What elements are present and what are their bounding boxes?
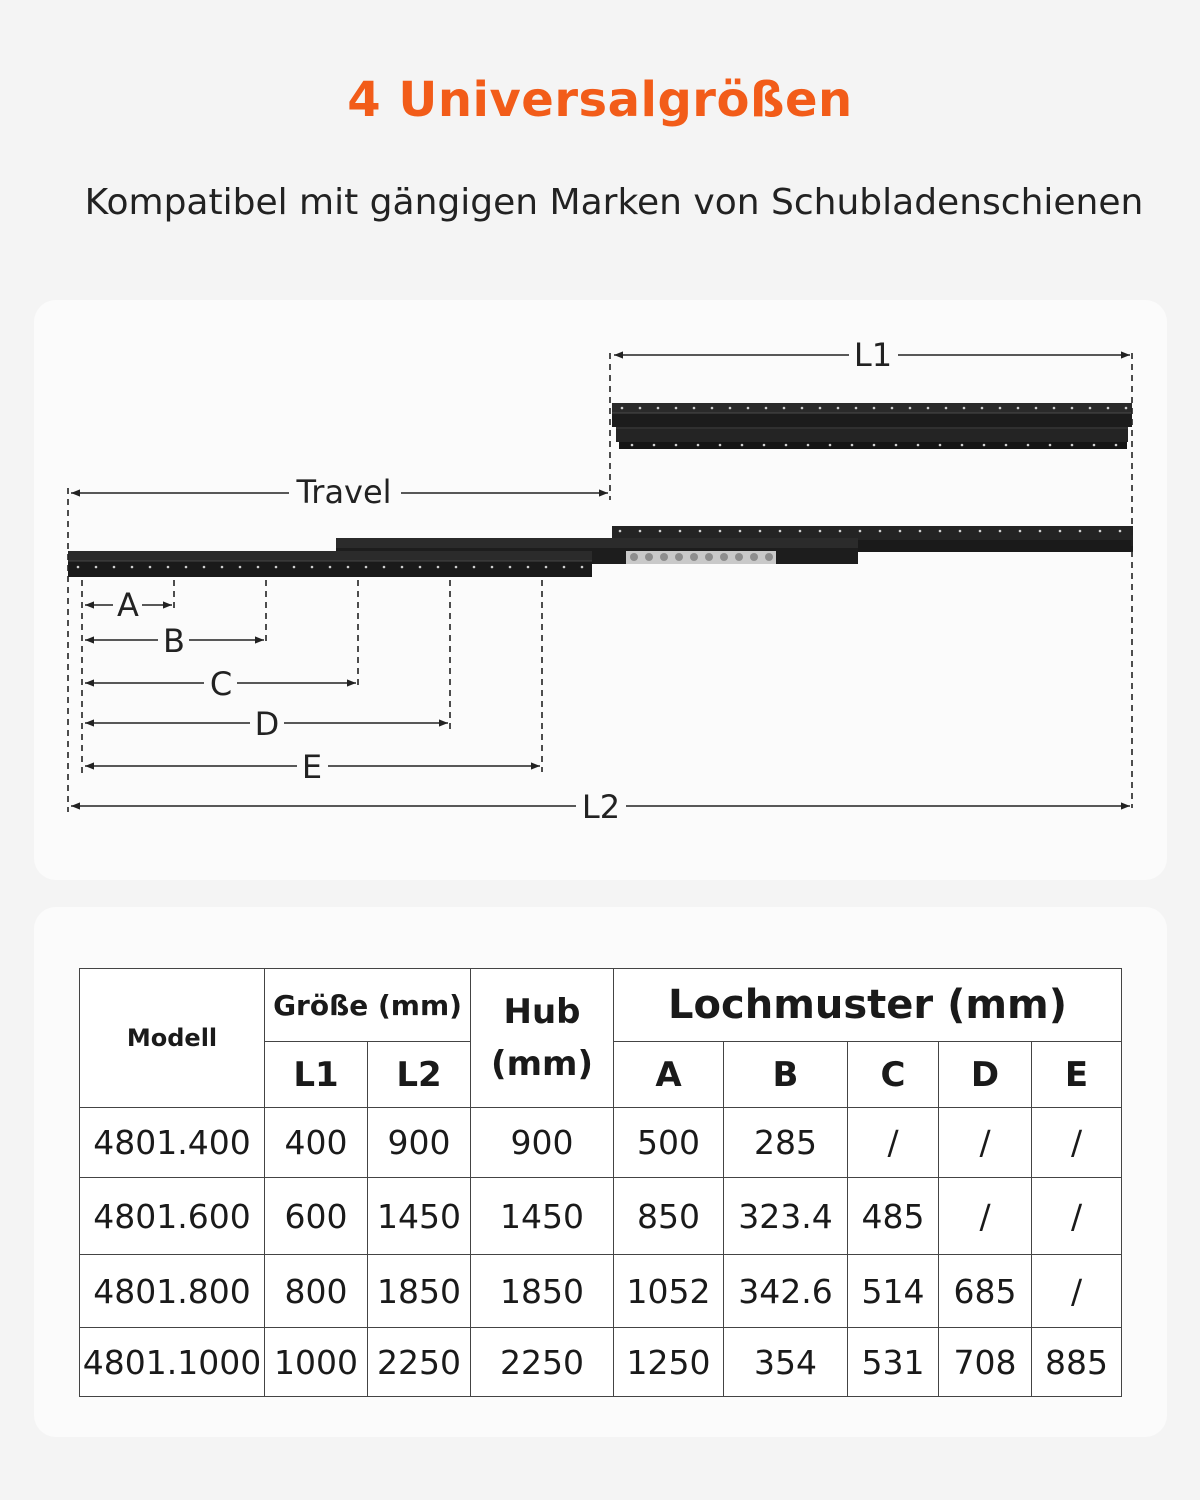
rail-hole xyxy=(149,566,152,569)
rail-hole xyxy=(1125,407,1128,410)
rail-hole xyxy=(939,530,942,533)
cell-model: 4801.800 xyxy=(80,1255,265,1328)
cell-e: 885 xyxy=(1032,1328,1122,1397)
l1-label: L1 xyxy=(853,336,893,374)
header-hole-pattern: Lochmuster (mm) xyxy=(614,969,1122,1042)
rail-hole xyxy=(1079,530,1082,533)
rail-hole xyxy=(1049,444,1052,447)
ball-bearing xyxy=(765,553,773,561)
cell-e: / xyxy=(1032,1255,1122,1328)
rail-hole xyxy=(563,566,566,569)
rail-hole xyxy=(401,566,404,569)
cell-hub: 1850 xyxy=(471,1255,614,1328)
rail-hole xyxy=(961,444,964,447)
rail-hole xyxy=(455,566,458,569)
rail-hole xyxy=(1107,407,1110,410)
rail-hole xyxy=(619,530,622,533)
header-l1: L1 xyxy=(265,1042,368,1108)
rail-hole xyxy=(959,530,962,533)
rail-hole xyxy=(801,407,804,410)
cell-hub: 900 xyxy=(471,1108,614,1178)
cell-a: 1250 xyxy=(614,1328,724,1397)
cell-a: 500 xyxy=(614,1108,724,1178)
cell-l2: 1450 xyxy=(368,1178,471,1255)
cell-a: 850 xyxy=(614,1178,724,1255)
table-row xyxy=(80,1108,1122,1178)
rail-hole xyxy=(999,530,1002,533)
rail-hole xyxy=(729,407,732,410)
rail-hole xyxy=(919,530,922,533)
header-hub-line2: (mm) xyxy=(491,1044,593,1084)
rail-hole xyxy=(829,444,832,447)
cell-b: 342.6 xyxy=(724,1255,848,1328)
cell-b: 285 xyxy=(724,1108,848,1178)
rail-hole xyxy=(999,407,1002,410)
header-e: E xyxy=(1032,1042,1122,1108)
rail-hole xyxy=(859,530,862,533)
rail-hole xyxy=(779,530,782,533)
rail-hole xyxy=(257,566,260,569)
rail-hole xyxy=(675,407,678,410)
rail-hole xyxy=(1071,444,1074,447)
cell-c: 485 xyxy=(848,1178,939,1255)
rail-hole xyxy=(785,444,788,447)
rail-hole xyxy=(473,566,476,569)
cell-l2: 900 xyxy=(368,1108,471,1178)
ball-bearing xyxy=(720,553,728,561)
rail-hole xyxy=(347,566,350,569)
rail-hole xyxy=(1089,407,1092,410)
rail-hole xyxy=(1093,444,1096,447)
cell-model: 4801.1000 xyxy=(80,1328,265,1397)
rail-hole xyxy=(631,444,634,447)
rail-hole xyxy=(311,566,314,569)
rail-hole xyxy=(581,566,584,569)
table-row xyxy=(80,1328,1122,1397)
rail-hole xyxy=(419,566,422,569)
rail-hole xyxy=(221,566,224,569)
header-model: Modell xyxy=(80,969,265,1108)
rail-hole xyxy=(239,566,242,569)
ball-bearing xyxy=(645,553,653,561)
rail-hole xyxy=(873,407,876,410)
rail-hole xyxy=(639,407,642,410)
cell-d: 685 xyxy=(939,1255,1032,1328)
rail-hole xyxy=(783,407,786,410)
cell-c: 514 xyxy=(848,1255,939,1328)
header-hub-line1: Hub xyxy=(503,992,581,1032)
ball-bearing xyxy=(735,553,743,561)
rail-hole xyxy=(895,444,898,447)
rail-hole xyxy=(491,566,494,569)
cell-hub: 2250 xyxy=(471,1328,614,1397)
ball-bearing xyxy=(750,553,758,561)
rail-hole xyxy=(365,566,368,569)
rail-hole xyxy=(509,566,512,569)
rail-hole xyxy=(917,444,920,447)
inner-rail xyxy=(612,403,1132,449)
header-row-1 xyxy=(80,969,1122,1042)
rail-hole xyxy=(1035,407,1038,410)
cell-d: 708 xyxy=(939,1328,1032,1397)
rail-hole xyxy=(545,566,548,569)
rail-hole xyxy=(909,407,912,410)
rail-hole xyxy=(891,407,894,410)
rail-hole xyxy=(1099,530,1102,533)
rail-hole xyxy=(719,444,722,447)
cell-model: 4801.400 xyxy=(80,1108,265,1178)
cell-model: 4801.600 xyxy=(80,1178,265,1255)
travel-label: Travel xyxy=(296,473,392,511)
table-row xyxy=(80,1255,1122,1328)
rail-hole xyxy=(711,407,714,410)
rail-hole xyxy=(329,566,332,569)
rail-hole xyxy=(185,566,188,569)
rail-hole xyxy=(1119,530,1122,533)
rail-hole xyxy=(275,566,278,569)
rail-hole xyxy=(879,530,882,533)
ball-bearing xyxy=(705,553,713,561)
rail-hole xyxy=(527,566,530,569)
rail-hole xyxy=(113,566,116,569)
rail-hole xyxy=(739,530,742,533)
cell-l1: 800 xyxy=(265,1255,368,1328)
rail-hole xyxy=(807,444,810,447)
rail-hole xyxy=(77,566,80,569)
cell-c: 531 xyxy=(848,1328,939,1397)
cell-b: 323.4 xyxy=(724,1178,848,1255)
b-label: B xyxy=(163,622,185,660)
rail-hole xyxy=(697,444,700,447)
rail-hole xyxy=(383,566,386,569)
cell-e: / xyxy=(1032,1108,1122,1178)
rail-hole xyxy=(1027,444,1030,447)
cell-hub: 1450 xyxy=(471,1178,614,1255)
rail-hole xyxy=(659,530,662,533)
rail-hole xyxy=(679,530,682,533)
rail-hole xyxy=(765,407,768,410)
spec-table xyxy=(79,968,1122,1397)
page-subtitle: Kompatibel mit gängigen Marken von Schubladenschienen xyxy=(84,182,1144,223)
header-d: D xyxy=(939,1042,1032,1108)
rail-hole xyxy=(1017,407,1020,410)
rail-hole xyxy=(167,566,170,569)
rail-hole xyxy=(759,530,762,533)
cell-c: / xyxy=(848,1108,939,1178)
rail-hole xyxy=(747,407,750,410)
header-a: A xyxy=(614,1042,724,1108)
cell-l2: 1850 xyxy=(368,1255,471,1328)
rail-hole xyxy=(657,407,660,410)
rail-hole xyxy=(699,530,702,533)
table-row xyxy=(80,1178,1122,1255)
rail-hole xyxy=(1005,444,1008,447)
rail-hole xyxy=(1071,407,1074,410)
cell-e: / xyxy=(1032,1178,1122,1255)
rail-hole xyxy=(1059,530,1062,533)
rail-hole xyxy=(763,444,766,447)
rail-hole xyxy=(1039,530,1042,533)
ball-bearing xyxy=(690,553,698,561)
rail-hole xyxy=(293,566,296,569)
header-b: B xyxy=(724,1042,848,1108)
header-hub xyxy=(471,969,614,1108)
header-size: Größe (mm) xyxy=(265,969,471,1042)
rail-hole xyxy=(1115,444,1118,447)
rail-hole xyxy=(939,444,942,447)
rail-hole xyxy=(851,444,854,447)
cell-l1: 1000 xyxy=(265,1328,368,1397)
rail-hole xyxy=(819,530,822,533)
rail-hole xyxy=(741,444,744,447)
a-label: A xyxy=(117,586,139,624)
e-label: E xyxy=(301,748,323,786)
rail-hole xyxy=(621,407,624,410)
rail-hole xyxy=(981,407,984,410)
ball-bearing xyxy=(660,553,668,561)
rail-hole xyxy=(927,407,930,410)
rail-hole xyxy=(855,407,858,410)
rail-hole xyxy=(653,444,656,447)
rail-hole xyxy=(837,407,840,410)
rail-hole xyxy=(1053,407,1056,410)
rail-hole xyxy=(873,444,876,447)
rail-hole xyxy=(1019,530,1022,533)
cell-b: 354 xyxy=(724,1328,848,1397)
cell-a: 1052 xyxy=(614,1255,724,1328)
rail-hole xyxy=(693,407,696,410)
l2-label: L2 xyxy=(581,788,621,826)
cell-l2: 2250 xyxy=(368,1328,471,1397)
header-l2: L2 xyxy=(368,1042,471,1108)
header-c: C xyxy=(848,1042,939,1108)
cell-l1: 600 xyxy=(265,1178,368,1255)
rail-hole xyxy=(131,566,134,569)
rail-hole xyxy=(95,566,98,569)
rail-hole xyxy=(899,530,902,533)
ball-bearing xyxy=(630,553,638,561)
rail-hole xyxy=(639,530,642,533)
rail-hole xyxy=(719,530,722,533)
rail-hole xyxy=(675,444,678,447)
rail-hole xyxy=(203,566,206,569)
cell-l1: 400 xyxy=(265,1108,368,1178)
rail-hole xyxy=(437,566,440,569)
cell-d: / xyxy=(939,1108,1032,1178)
d-label: D xyxy=(254,705,280,743)
page-title: 4 Universalgrößen xyxy=(347,72,853,128)
ball-bearing xyxy=(675,553,683,561)
extended-rail-assembly xyxy=(68,526,1133,577)
rail-hole xyxy=(979,530,982,533)
rail-hole xyxy=(839,530,842,533)
rail-hole xyxy=(945,407,948,410)
cell-d: / xyxy=(939,1178,1032,1255)
c-label: C xyxy=(209,665,233,703)
rail-hole xyxy=(799,530,802,533)
rail-hole xyxy=(983,444,986,447)
rail-hole xyxy=(963,407,966,410)
rail-hole xyxy=(819,407,822,410)
